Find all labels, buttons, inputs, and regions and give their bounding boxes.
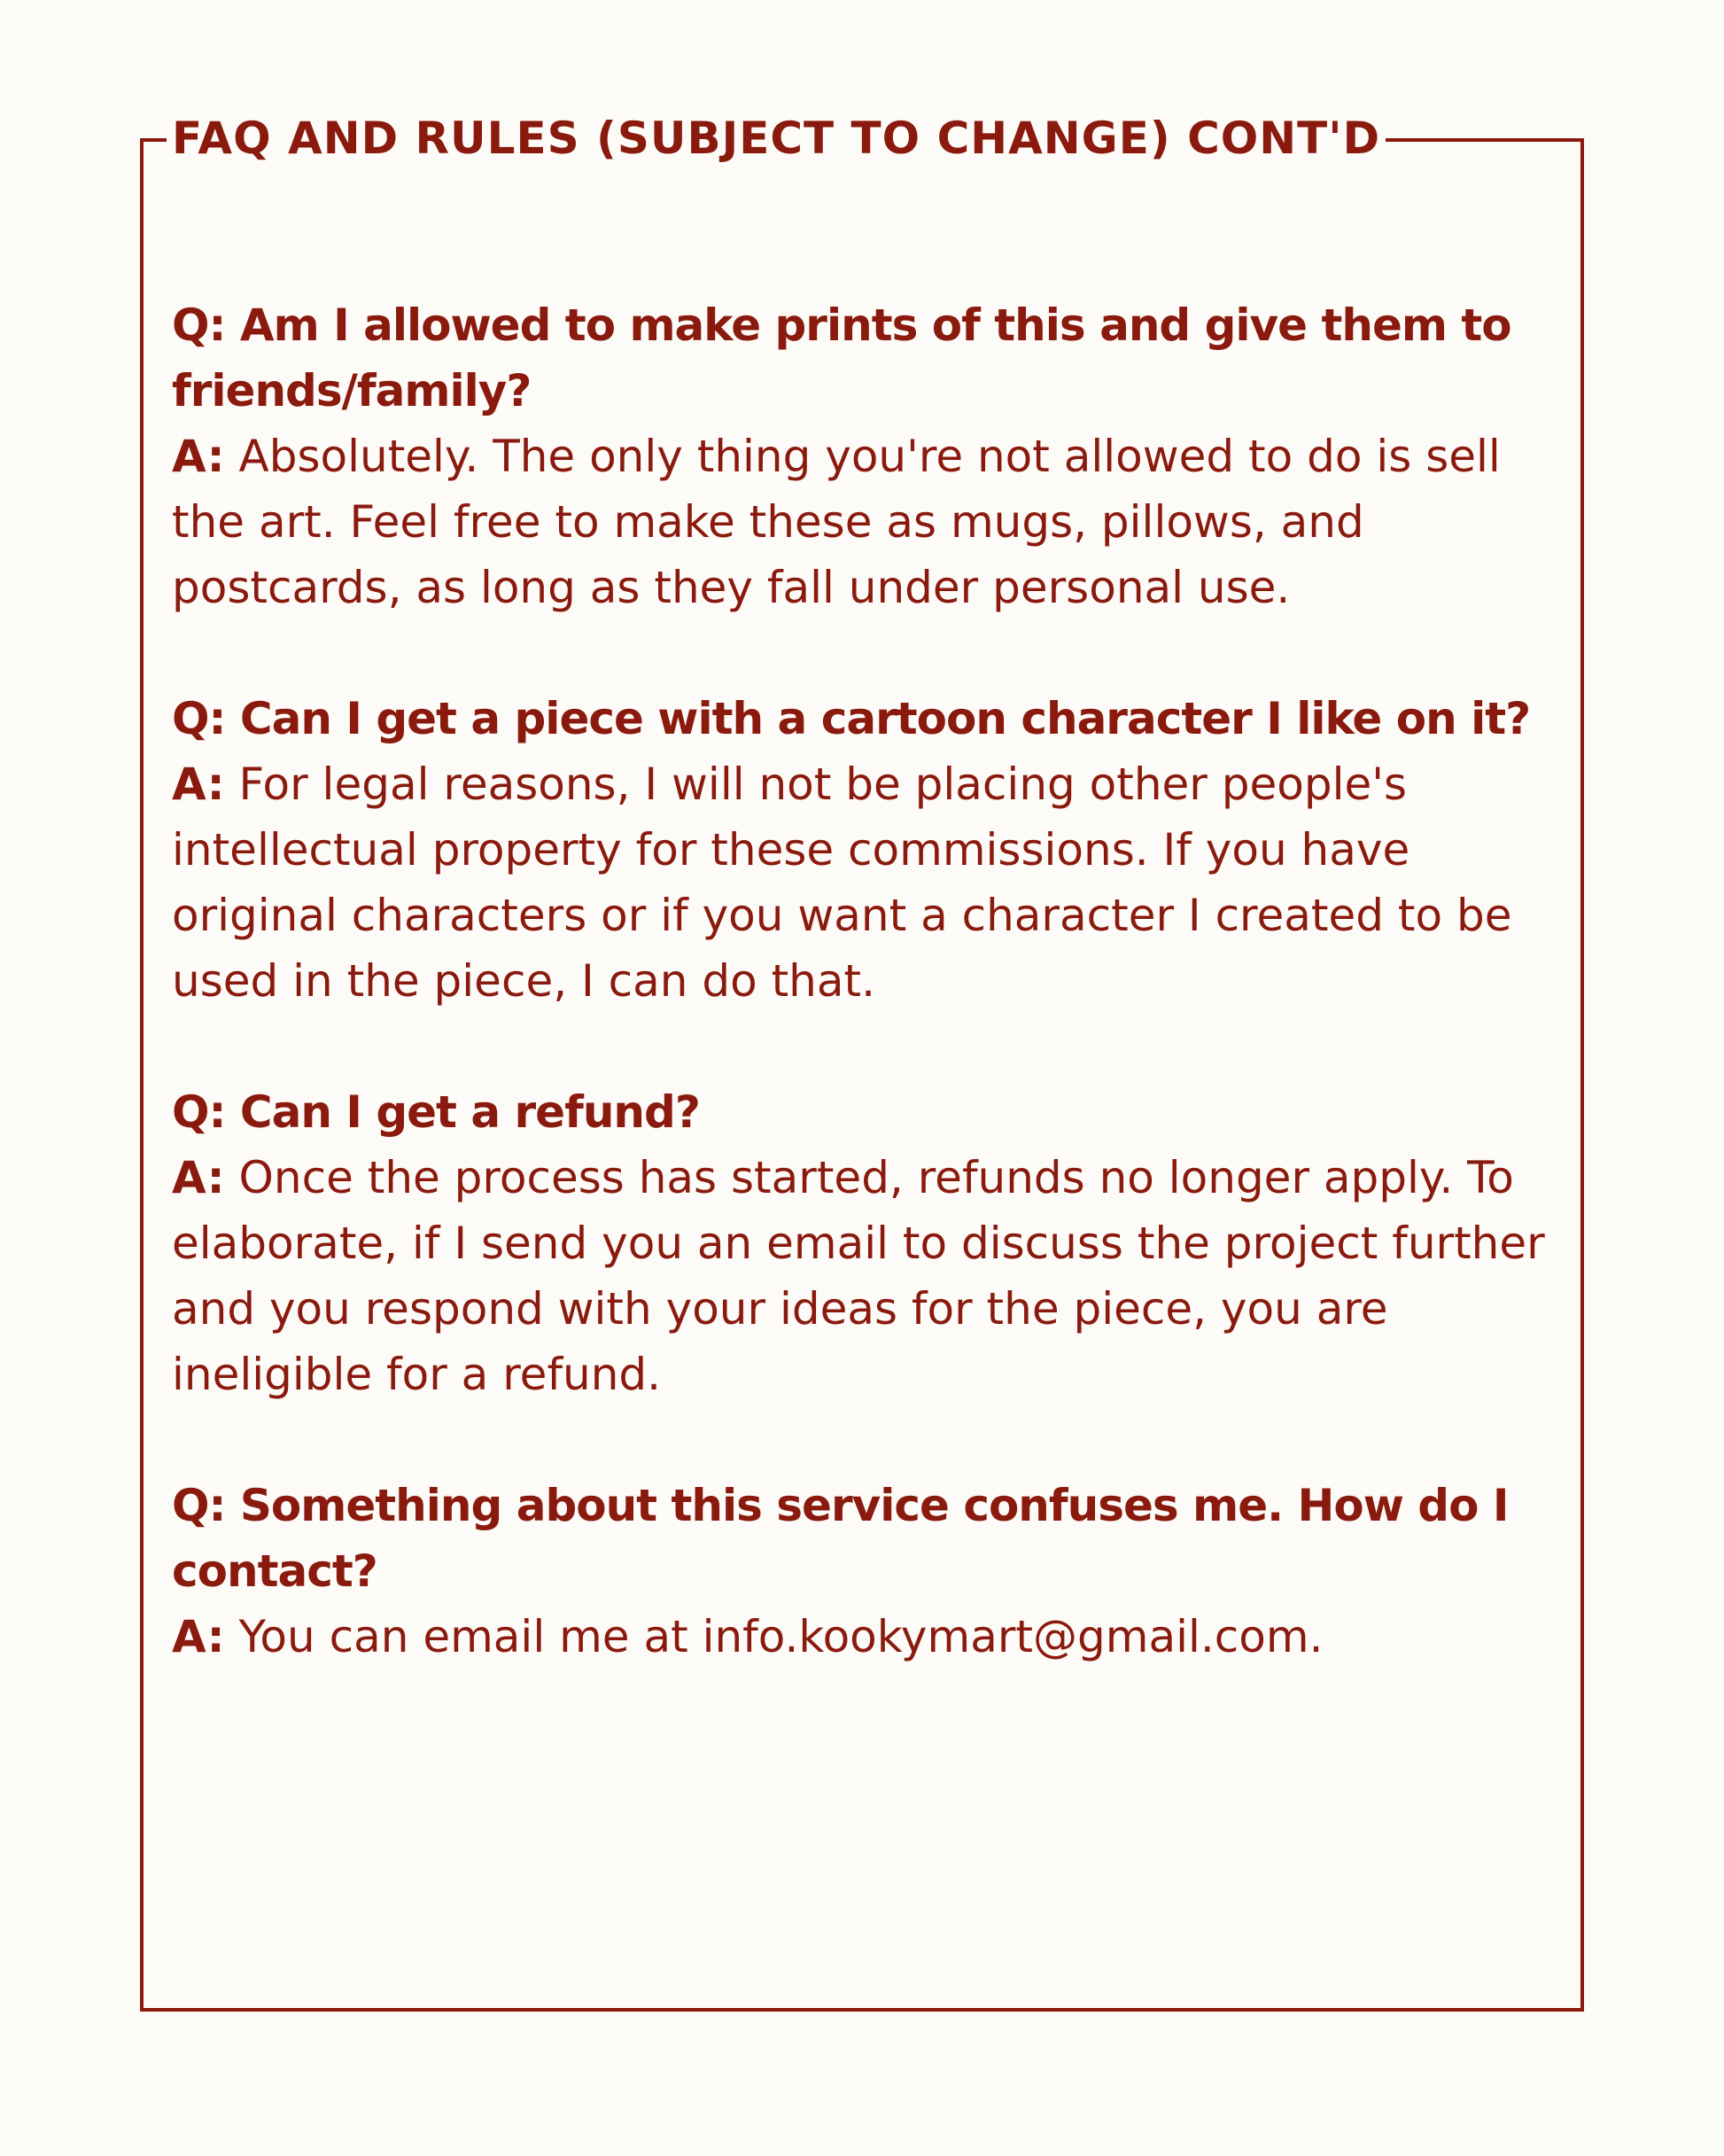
- faq-question: Q: Something about this service confuses me. How do I contact?: [172, 1480, 1509, 1597]
- faq-answer: [172, 751, 1554, 1014]
- answer-label: A:: [172, 1611, 225, 1662]
- answer-text: For legal reasons, I will not be placing other people's intellectual property for these commissions. If you have original characters or if you want a character I created to be used in the piece, I can do that.: [172, 759, 1512, 1007]
- faq-question: Q: Can I get a piece with a cartoon character I like on it?: [172, 693, 1531, 744]
- answer-text: Once the process has started, refunds no longer apply. To elaborate, if I send you an email to discuss the project further and you respond with your ideas for the piece, you are ineligible for a refund.: [172, 1152, 1545, 1400]
- page-title: FAQ AND RULES (SUBJECT TO CHANGE) CONT'D: [167, 112, 1386, 165]
- faq-item: [172, 292, 1554, 620]
- faq-answer: [172, 1604, 1554, 1670]
- answer-label: A:: [172, 431, 225, 482]
- faq-item: [172, 1079, 1554, 1407]
- answer-text: Absolutely. The only thing you're not allowed to do is sell the art. Feel free to make these as mugs, pillows, and postcards, as long as they fall under personal use.: [172, 431, 1501, 613]
- faq-question: Q: Can I get a refund?: [172, 1086, 700, 1138]
- faq-item: [172, 1473, 1554, 1670]
- answer-text: You can email me at info.kookymart@gmail.com.: [238, 1611, 1324, 1662]
- answer-label: A:: [172, 1152, 225, 1203]
- faq-answer: [172, 1145, 1554, 1407]
- faq-item: [172, 686, 1554, 1014]
- answer-label: A:: [172, 759, 225, 810]
- faq-list: [172, 292, 1554, 1735]
- faq-answer: [172, 424, 1554, 620]
- faq-question: Q: Am I allowed to make prints of this and give them to friends/family?: [172, 300, 1511, 416]
